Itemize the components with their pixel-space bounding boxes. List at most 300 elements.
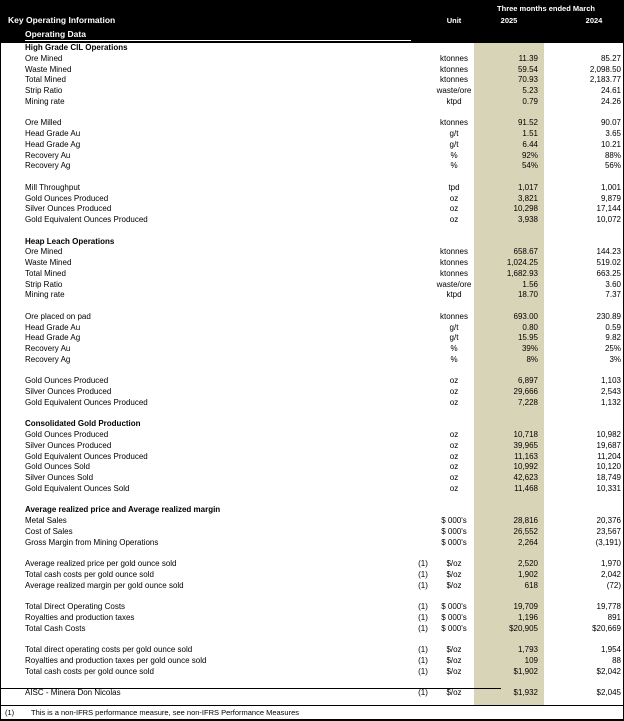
value-2024: 25%: [604, 344, 621, 353]
spacer-row: [1, 108, 624, 119]
table-row: [1, 75, 624, 86]
section-title-row: [1, 237, 624, 248]
unit-cell: $ 000's: [441, 526, 467, 536]
row-label: Head Grade Ag: [25, 333, 81, 343]
footnote-ref: (1): [418, 655, 428, 665]
row-label: Head Grade Ag: [25, 139, 81, 149]
table-row: [1, 86, 624, 97]
row-label: Average realized price per gold ounce sold: [25, 559, 177, 568]
footnote-ref: [413, 247, 433, 258]
unit-cell: ktonnes: [439, 268, 469, 278]
row-label: Royalties and production taxes per gold ounce sold: [25, 655, 207, 665]
footnote-text: This is a non-IFRS performance measure, see non-IFRS Performance Measures: [31, 708, 300, 717]
footnote-ref: (1): [418, 580, 428, 590]
row-label: Total Direct Operating Costs: [25, 602, 126, 611]
value-2024: 7.37: [605, 290, 621, 300]
table-row: [1, 462, 624, 473]
unit-cell: $/oz: [446, 688, 462, 697]
value-2025: 1,793: [517, 645, 538, 654]
row-label: Gold Equivalent Ounces Produced: [25, 451, 148, 461]
footnote-ref: [413, 323, 433, 334]
table-row: [1, 452, 624, 463]
footnote-ref: [413, 75, 433, 86]
value-2024: 2,098.50: [589, 64, 621, 74]
table-row: [1, 355, 624, 366]
value-2025: 59.54: [517, 64, 538, 74]
row-label: Strip Ratio: [25, 279, 63, 289]
value-2024: 88%: [604, 150, 621, 160]
unit-cell: waste/ore: [436, 279, 472, 289]
value-2024: 1,132: [600, 397, 621, 407]
footnote-ref: [413, 194, 433, 205]
value-2024: (72): [606, 580, 621, 590]
row-label: Recovery Ag: [25, 161, 71, 171]
spacer-row: [1, 226, 624, 237]
spacer-row: [1, 634, 624, 645]
value-2025: 26,552: [513, 526, 538, 536]
row-label: Silver Ounces Produced: [25, 440, 112, 450]
value-2024: 2,183.77: [589, 75, 621, 85]
value-2024: 663.25: [596, 268, 621, 278]
row-label: Average realized margin per gold ounce sold: [25, 580, 184, 590]
table-row: [1, 602, 624, 613]
value-2024: 20,376: [596, 516, 621, 525]
footnote-ref: (1): [418, 688, 428, 697]
row-label: Mill Throughput: [25, 182, 80, 192]
unit-cell: %: [450, 161, 458, 171]
footnote-ref: [413, 54, 433, 65]
table-row: [1, 559, 624, 570]
row-label: Gold Equivalent Ounces Sold: [25, 483, 130, 493]
value-2025: 3,938: [517, 215, 538, 224]
section-title: Consolidated Gold Production: [25, 419, 141, 429]
footnote-ref: (1): [418, 569, 428, 579]
value-2025: 1,682.93: [506, 268, 538, 278]
spacer-row: [1, 495, 624, 506]
value-2024: 10,120: [596, 462, 621, 472]
table-row: [1, 441, 624, 452]
spacer-row: [1, 409, 624, 420]
row-label: Recovery Au: [25, 344, 71, 353]
value-2025: 8%: [526, 354, 538, 364]
table-row: [1, 538, 624, 549]
value-2024: 144.23: [596, 247, 621, 257]
value-2025: 91.52: [517, 118, 538, 128]
value-2025: 15.95: [517, 333, 538, 343]
footnote-ref: [413, 538, 433, 549]
footnote-marker: (1): [5, 708, 15, 717]
report-title: Key Operating Information: [8, 15, 116, 25]
value-2024: 90.07: [600, 118, 621, 128]
footnote-ref: [413, 269, 433, 280]
footnote-ref: [413, 387, 433, 398]
table-row: [1, 430, 624, 441]
value-2025: 1,017: [517, 182, 538, 192]
table-row: [1, 333, 624, 344]
row-label: Ore Mined: [25, 53, 63, 63]
unit-cell: $/oz: [446, 655, 462, 665]
table-row: [1, 118, 624, 129]
table-row: [1, 97, 624, 108]
value-2025: 109: [524, 655, 538, 665]
unit-cell: $ 000's: [441, 612, 467, 622]
footnote-ref: [413, 161, 433, 172]
section-title: High Grade CIL Operations: [25, 43, 128, 52]
value-2024: 3%: [609, 354, 621, 364]
section-title: Heap Leach Operations: [25, 236, 115, 246]
row-label: Ore Mined: [25, 247, 63, 257]
value-2024: 56%: [604, 161, 621, 171]
table-row: [1, 581, 624, 592]
value-2024: 10,331: [596, 483, 621, 493]
footnote-ref: [413, 86, 433, 97]
value-2025: 11,468: [514, 483, 538, 493]
footnote-ref: [413, 516, 433, 527]
value-2025: 0.80: [522, 322, 538, 332]
footnote-ref: (1): [418, 645, 428, 654]
row-label: Gold Ounces Produced: [25, 376, 109, 386]
footnote-ref: [413, 398, 433, 409]
value-2024: 19,778: [596, 602, 621, 611]
value-2025: 1.56: [522, 279, 538, 289]
unit-cell: $/oz: [446, 569, 462, 579]
footnote-ref: [413, 129, 433, 140]
table-row: [1, 290, 624, 301]
value-2025: 39,965: [513, 440, 538, 450]
footnote-ref: [413, 484, 433, 495]
unit-cell: %: [450, 150, 458, 160]
row-label: Silver Ounces Produced: [25, 204, 112, 214]
table-row: [1, 473, 624, 484]
value-2025: 10,718: [513, 430, 538, 439]
footnote-ref: [413, 280, 433, 291]
unit-cell: %: [450, 354, 458, 364]
unit-cell: g/t: [449, 139, 459, 149]
unit-cell: oz: [449, 376, 459, 386]
row-label: Ore Milled: [25, 118, 62, 128]
row-label: Waste Mined: [25, 258, 72, 267]
footnote-ref: [413, 462, 433, 473]
footnote-ref: [413, 215, 433, 226]
value-2025: 11,163: [514, 451, 538, 461]
value-2024: 10,982: [596, 430, 621, 439]
unit-cell: $ 000's: [441, 516, 467, 525]
footnote-ref: (1): [418, 623, 428, 633]
row-label: Ore placed on pad: [25, 311, 91, 321]
operating-data-table: [1, 43, 624, 699]
table-row: [1, 247, 624, 258]
table-row: [1, 194, 624, 205]
table-row: [1, 688, 624, 699]
value-2024: 1,103: [600, 376, 621, 386]
value-2025: 3,821: [517, 193, 538, 203]
footnote-ref: [413, 312, 433, 323]
row-label: Gold Ounces Produced: [25, 193, 109, 203]
spacer-row: [1, 366, 624, 377]
row-label: Gold Ounces Sold: [25, 462, 90, 472]
value-2024: 19,687: [596, 440, 621, 450]
row-label: Mining rate: [25, 96, 65, 106]
value-2024: 1,001: [600, 182, 621, 192]
unit-cell: $ 000's: [441, 537, 467, 547]
footnote-bar: [1, 705, 623, 719]
value-2025: 70.93: [517, 75, 538, 85]
unit-cell: oz: [449, 483, 459, 493]
table-row: [1, 484, 624, 495]
row-label: Gross Margin from Mining Operations: [25, 537, 159, 547]
row-label: Waste Mined: [25, 64, 72, 74]
value-2025: 658.67: [513, 247, 538, 257]
footnote-ref: [413, 333, 433, 344]
row-label: Total Mined: [25, 75, 66, 85]
unit-cell: ktpd: [446, 290, 462, 300]
row-label: Mining rate: [25, 290, 65, 300]
table-row: [1, 312, 624, 323]
footnote-ref: [413, 527, 433, 538]
unit-cell: g/t: [449, 333, 459, 343]
table-row: [1, 570, 624, 581]
value-2025: $1,902: [513, 666, 538, 676]
value-2024: 0.59: [605, 322, 621, 332]
value-2024: 11,204: [597, 451, 621, 461]
unit-cell: oz: [449, 397, 459, 407]
value-2024: 3.65: [605, 129, 621, 138]
unit-cell: ktpd: [446, 96, 462, 106]
table-row: [1, 151, 624, 162]
unit-cell: tpd: [448, 182, 460, 192]
footnote-ref: (1): [418, 559, 428, 568]
footnote-ref: [413, 355, 433, 366]
table-row: [1, 183, 624, 194]
footnote-ref: [413, 65, 433, 76]
value-2024: 10,072: [596, 215, 621, 224]
row-label: Total cash costs per gold ounce sold: [25, 569, 154, 579]
section-title: Average realized price and Average realized margin: [25, 505, 221, 515]
value-2025: 11.39: [518, 53, 538, 63]
value-2025: 1.51: [522, 129, 538, 138]
unit-cell: $ 000's: [441, 623, 467, 633]
value-2025: 39%: [521, 344, 538, 353]
unit-cell: ktonnes: [439, 75, 469, 85]
spacer-row: [1, 301, 624, 312]
table-row: [1, 398, 624, 409]
spacer-row: [1, 548, 624, 559]
value-2025: 2,520: [517, 559, 538, 568]
period-header: Three months ended March: [497, 4, 595, 13]
table-row: [1, 129, 624, 140]
value-2024: 18,749: [596, 473, 621, 482]
value-2025: $1,932: [513, 688, 538, 697]
unit-cell: ktonnes: [439, 247, 469, 257]
value-2024: 891: [607, 612, 621, 622]
report-header: [1, 1, 623, 43]
table-row: [1, 344, 624, 355]
unit-cell: ktonnes: [439, 118, 469, 128]
row-label: Total direct operating costs per gold ounce sold: [25, 645, 193, 654]
row-label: Head Grade Au: [25, 129, 81, 138]
row-label: Total Mined: [25, 268, 66, 278]
value-2025: 7,228: [517, 397, 538, 407]
value-2024: 85.27: [600, 53, 621, 63]
value-2024: 24.26: [600, 96, 621, 106]
unit-cell: waste/ore: [436, 86, 472, 95]
footnote-ref: [413, 183, 433, 194]
value-2025: 54%: [521, 161, 538, 171]
report-subtitle: Operating Data: [25, 29, 411, 41]
table-row: [1, 280, 624, 291]
footnote-ref: [413, 118, 433, 129]
unit-cell: oz: [449, 193, 459, 203]
unit-cell: g/t: [449, 322, 459, 332]
unit-cell: oz: [449, 430, 459, 439]
unit-cell: oz: [449, 204, 459, 214]
value-2024: 3.60: [605, 279, 621, 289]
value-2024: 9,879: [600, 193, 621, 203]
value-2025: 10,298: [513, 204, 538, 214]
spacer-row: [1, 172, 624, 183]
unit-cell: $/oz: [446, 666, 462, 676]
footnote-ref: [413, 140, 433, 151]
unit-cell: ktonnes: [439, 311, 469, 321]
unit-cell: oz: [449, 451, 459, 461]
value-2025: 29,666: [513, 387, 538, 396]
value-2025: 19,709: [513, 602, 538, 611]
table-row: [1, 269, 624, 280]
table-row: [1, 204, 624, 215]
unit-cell: $/oz: [446, 645, 462, 654]
section-title-row: [1, 419, 624, 430]
value-2025: 92%: [521, 150, 538, 160]
value-2025: 18.70: [517, 290, 538, 300]
row-label: Cost of Sales: [25, 526, 73, 536]
table-row: [1, 387, 624, 398]
footnote-ref: [413, 204, 433, 215]
value-2024: 230.89: [596, 311, 621, 321]
unit-cell: oz: [449, 462, 459, 472]
table-row: [1, 645, 624, 656]
footnote-ref: [413, 473, 433, 484]
unit-cell: oz: [449, 473, 459, 482]
footnote-ref: [413, 376, 433, 387]
table-row: [1, 323, 624, 334]
unit-cell: ktonnes: [439, 258, 469, 267]
section-title-row: [1, 505, 624, 516]
value-2025: 28,816: [513, 516, 538, 525]
value-2024: 88: [612, 655, 621, 665]
value-2024: 1,954: [600, 645, 621, 654]
table-row: [1, 140, 624, 151]
year-2024-column-header: 2024: [585, 16, 603, 25]
unit-cell: ktonnes: [439, 64, 469, 74]
value-2025: 618: [524, 580, 538, 590]
unit-column-header: Unit: [446, 16, 462, 25]
value-2024: 2,543: [600, 387, 621, 396]
value-2025: 2,264: [517, 537, 538, 547]
year-2025-column-header: 2025: [500, 16, 518, 25]
footnote-ref: [413, 290, 433, 301]
value-2024: 23,567: [596, 526, 621, 536]
unit-cell: $/oz: [446, 580, 462, 590]
row-label: Royalties and production taxes: [25, 612, 135, 622]
spacer-row: [1, 591, 624, 602]
value-2025: 1,196: [517, 612, 538, 622]
value-2024: $2,042: [596, 666, 621, 676]
value-2024: 24.61: [600, 86, 621, 95]
value-2024: 10.21: [600, 139, 621, 149]
value-2025: 10,992: [513, 462, 538, 472]
row-label: Head Grade Au: [25, 322, 81, 332]
spacer-row: [1, 677, 624, 688]
value-2024: (3,191): [595, 537, 621, 547]
table-row: [1, 65, 624, 76]
unit-cell: oz: [449, 440, 459, 450]
row-label: Total cash costs per gold ounce sold: [25, 666, 154, 676]
table-row: [1, 656, 624, 667]
table-row: [1, 376, 624, 387]
value-2024: 1,970: [600, 559, 621, 568]
row-label: Gold Ounces Produced: [25, 430, 109, 439]
row-label: Silver Ounces Produced: [25, 387, 112, 396]
footnote-ref: (1): [418, 666, 428, 676]
table-row: [1, 215, 624, 226]
footnote-ref: (1): [418, 602, 428, 611]
footnote-ref: [413, 430, 433, 441]
row-label: Strip Ratio: [25, 86, 63, 95]
table-row: [1, 54, 624, 65]
value-2025: 1,024.25: [506, 258, 538, 267]
value-2025: 0.79: [522, 96, 538, 106]
row-label: Silver Ounces Sold: [25, 473, 94, 482]
footnote-ref: (1): [418, 612, 428, 622]
value-2025: 6,897: [517, 376, 538, 386]
section-title-row: [1, 43, 624, 54]
row-label: Metal Sales: [25, 516, 67, 525]
unit-cell: oz: [449, 387, 459, 396]
row-label: Recovery Ag: [25, 354, 71, 364]
table-row: [1, 527, 624, 538]
value-2024: $2,045: [596, 688, 621, 697]
row-label: Gold Equivalent Ounces Produced: [25, 397, 148, 407]
footnote-ref: [413, 258, 433, 269]
value-2025: $20,905: [509, 623, 538, 633]
footnote-ref: [413, 441, 433, 452]
unit-cell: g/t: [449, 129, 459, 138]
unit-cell: ktonnes: [439, 53, 469, 63]
table-row: [1, 624, 624, 635]
value-2025: 5.23: [522, 86, 538, 95]
unit-cell: $/oz: [446, 559, 462, 568]
value-2025: 1,902: [517, 569, 538, 579]
unit-cell: $ 000's: [441, 602, 467, 611]
value-2024: 17,144: [596, 204, 621, 214]
value-2024: 9.82: [605, 333, 621, 343]
unit-cell: %: [450, 344, 458, 353]
value-2024: 519.02: [596, 258, 621, 267]
value-2025: 42,623: [513, 473, 538, 482]
row-label: Total Cash Costs: [25, 623, 86, 633]
footnote-ref: [413, 151, 433, 162]
table-row: [1, 516, 624, 527]
value-2025: 6.44: [522, 139, 538, 149]
footnote-ref: [413, 344, 433, 355]
row-label: Gold Equivalent Ounces Produced: [25, 215, 148, 224]
table-row: [1, 613, 624, 624]
row-label: Recovery Au: [25, 150, 71, 160]
value-2025: 693.00: [513, 311, 538, 321]
row-label: AISC - Minera Don Nicolas: [25, 688, 121, 697]
footnote-ref: [413, 452, 433, 463]
table-row: [1, 161, 624, 172]
